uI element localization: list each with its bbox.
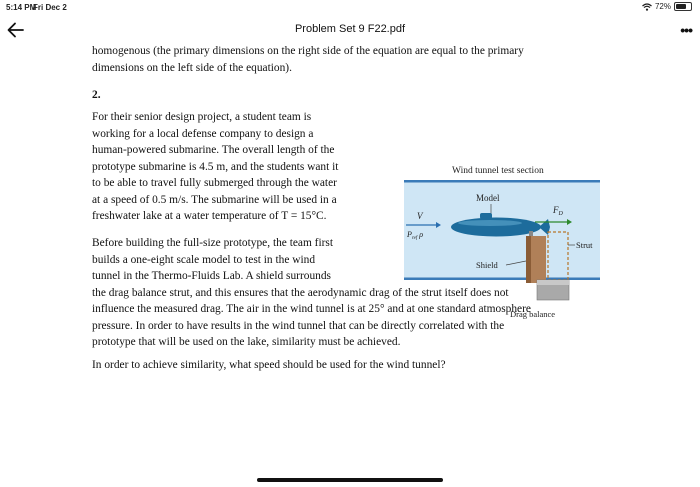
strut-label: Strut [576, 240, 593, 250]
intro-line: dimensions on the left side of the equation). [92, 61, 292, 74]
hull-highlight [458, 220, 522, 226]
nav-bar [0, 14, 700, 46]
problem-number: 2. [92, 89, 101, 101]
problem-line: at a speed of 0.5 m/s. The submarine will be used in a [92, 193, 337, 206]
velocity-label: V [417, 211, 423, 221]
fluid-rho: ρ [419, 230, 424, 239]
conning-tower [480, 213, 492, 219]
problem-line: prototype submarine is 4.5 m, and the students want it [92, 160, 339, 173]
model-line: prototype that will be used on the lake, similarity must be achieved. [92, 336, 401, 348]
fluid-symbol: P [407, 230, 412, 239]
model-line: the drag balance strut, and this ensures that the aerodynamic drag of the strut itself does not [92, 286, 509, 299]
model-label: Model [476, 193, 500, 203]
question-text: In order to achieve similarity, what speed should be used for the wind tunnel? [92, 359, 446, 371]
status-bar [0, 0, 700, 14]
wifi-icon [642, 3, 652, 11]
model-line: builds a one-eight scale model to test in the wind [92, 253, 316, 266]
battery-percent: 72% [654, 2, 671, 11]
problem-line: human-powered submarine. The overall length of the [92, 144, 335, 156]
fluid-subscript: ref [411, 236, 418, 241]
status-indicators [642, 2, 692, 11]
document-title: Problem Set 9 F22.pdf [294, 23, 406, 35]
problem-line: to be able to travel fully submerged through the water [92, 177, 337, 189]
figure-title: Wind tunnel test section [452, 166, 544, 176]
drag-balance-label: Drag balance [510, 309, 556, 319]
intro-line: homogenous (the primary dimensions on the right side of the equation are equal to the primary [92, 45, 524, 57]
status-time: 5:14 PM [6, 3, 37, 12]
problem-line: freshwater lake at a water temperature of T = 15°C. [92, 210, 327, 222]
drag-balance-top [537, 280, 569, 285]
force-subscript: D [558, 211, 563, 217]
shield-label: Shield [476, 260, 498, 270]
battery-level [676, 4, 686, 9]
problem-line: working for a local defense company to design a [92, 127, 314, 140]
model-line: tunnel in the Thermo-Fluids Lab. A shield surrounds [92, 270, 331, 282]
home-indicator[interactable] [257, 478, 443, 482]
model-line: pressure. In order to have results in the wind tunnel that can be directly correlated with the [92, 319, 505, 332]
pdf-page[interactable] [0, 46, 700, 476]
problem-line: For their senior design project, a student team is [92, 111, 312, 123]
tunnel-wall-bottom [404, 278, 600, 281]
more-options-icon[interactable]: ••• [680, 22, 692, 38]
shield-shade [526, 236, 531, 283]
model-line: Before building the full-size prototype, the team first [92, 237, 334, 249]
tunnel-wall-top [404, 180, 600, 183]
problem-paragraph [92, 109, 338, 225]
force-symbol: F [553, 205, 559, 215]
model-line: influence the measured drag. The air in the wind tunnel is at 25° and at one standard atmosphere [92, 303, 531, 315]
intro-paragraph [92, 43, 524, 76]
wind-tunnel-figure [398, 158, 608, 330]
status-date: Fri Dec 2 [33, 3, 67, 12]
battery-icon [674, 2, 692, 11]
